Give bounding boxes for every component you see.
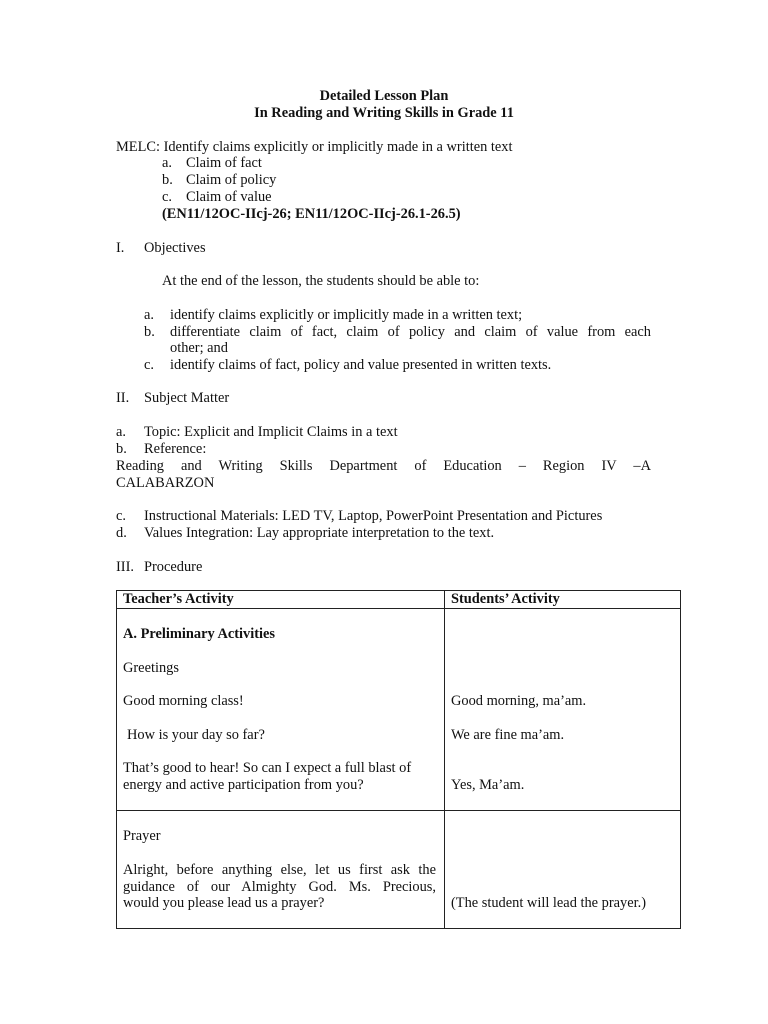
subject-topic: Topic: Explicit and Implicit Claims in a text: [144, 424, 398, 440]
subject-materials: Instructional Materials: LED TV, Laptop, PowerPoint Presentation and Pictures: [144, 508, 603, 524]
teacher-line: energy and active participation from you?: [123, 777, 364, 793]
teacher-line: That’s good to hear! So can I expect a full blast of: [123, 760, 412, 776]
objective-letter: a.: [144, 307, 154, 323]
prayer-label: Prayer: [123, 828, 161, 844]
subject-letter: d.: [116, 525, 127, 541]
subject-letter: c.: [116, 508, 126, 524]
table-header-row: [117, 591, 681, 609]
subject-values: Values Integration: Lay appropriate interpretation to the text.: [144, 525, 495, 541]
objectives-intro: At the end of the lesson, the students should be able to:: [162, 273, 480, 289]
melc-text: MELC: Identify claims explicitly or implicitly made in a written text: [116, 139, 513, 155]
header-students-activity: Students’ Activity: [445, 591, 681, 609]
doc-subtitle: In Reading and Writing Skills in Grade 11: [254, 105, 514, 121]
teacher-line: How is your day so far?: [127, 727, 265, 743]
student-line: (The student will lead the prayer.): [451, 895, 647, 911]
objective-item: differentiate claim of fact, claim of policy and claim of value from each: [170, 324, 651, 340]
doc-title: Detailed Lesson Plan: [319, 88, 449, 104]
objectives-heading: Objectives: [144, 240, 206, 256]
subject-letter: b.: [116, 441, 127, 457]
subject-reference-text: Reading and Writing Skills Department of Education – Region IV –A: [116, 458, 651, 474]
objective-letter: c.: [144, 357, 154, 373]
student-line: Yes, Ma’am.: [451, 777, 525, 793]
teacher-line: would you please lead us a prayer?: [123, 895, 325, 911]
objective-item: identify claims of fact, policy and value presented in written texts.: [170, 357, 552, 373]
table-row: [117, 811, 681, 929]
section-numeral: I.: [116, 240, 125, 256]
melc-item-fact: Claim of fact: [186, 155, 262, 171]
objective-item-cont: other; and: [170, 340, 228, 356]
procedure-table: [116, 590, 681, 929]
subject-reference-label: Reference:: [144, 441, 207, 457]
subject-letter: a.: [116, 424, 126, 440]
subject-reference-text-cont: CALABARZON: [116, 475, 215, 491]
procedure-heading: Procedure: [144, 559, 203, 575]
section-numeral: III.: [116, 559, 134, 575]
teacher-line: guidance of our Almighty God. Ms. Precious,: [123, 879, 436, 895]
preliminary-activities-heading: A. Preliminary Activities: [123, 626, 276, 642]
student-line: Good morning, ma’am.: [451, 693, 587, 709]
header-teacher-activity: Teacher’s Activity: [117, 591, 445, 609]
section-numeral: II.: [116, 390, 130, 406]
melc-item-policy: Claim of policy: [186, 172, 277, 188]
objective-item: identify claims explicitly or implicitly made in a written text;: [170, 307, 523, 323]
melc-item-letter: b.: [162, 172, 173, 188]
melc-item-letter: a.: [162, 155, 172, 171]
greetings-label: Greetings: [123, 660, 179, 676]
student-line: We are fine ma’am.: [451, 727, 565, 743]
objective-letter: b.: [144, 324, 155, 340]
subject-matter-heading: Subject Matter: [144, 390, 230, 406]
melc-code: (EN11/12OC-IIcj-26; EN11/12OC-IIcj-26.1-26.5): [162, 206, 461, 222]
melc-item-letter: c.: [162, 189, 172, 205]
table-row: [117, 609, 681, 811]
melc-item-value: Claim of value: [186, 189, 272, 205]
teacher-line: Alright, before anything else, let us first ask the: [123, 862, 436, 878]
teacher-line: Good morning class!: [123, 693, 244, 709]
